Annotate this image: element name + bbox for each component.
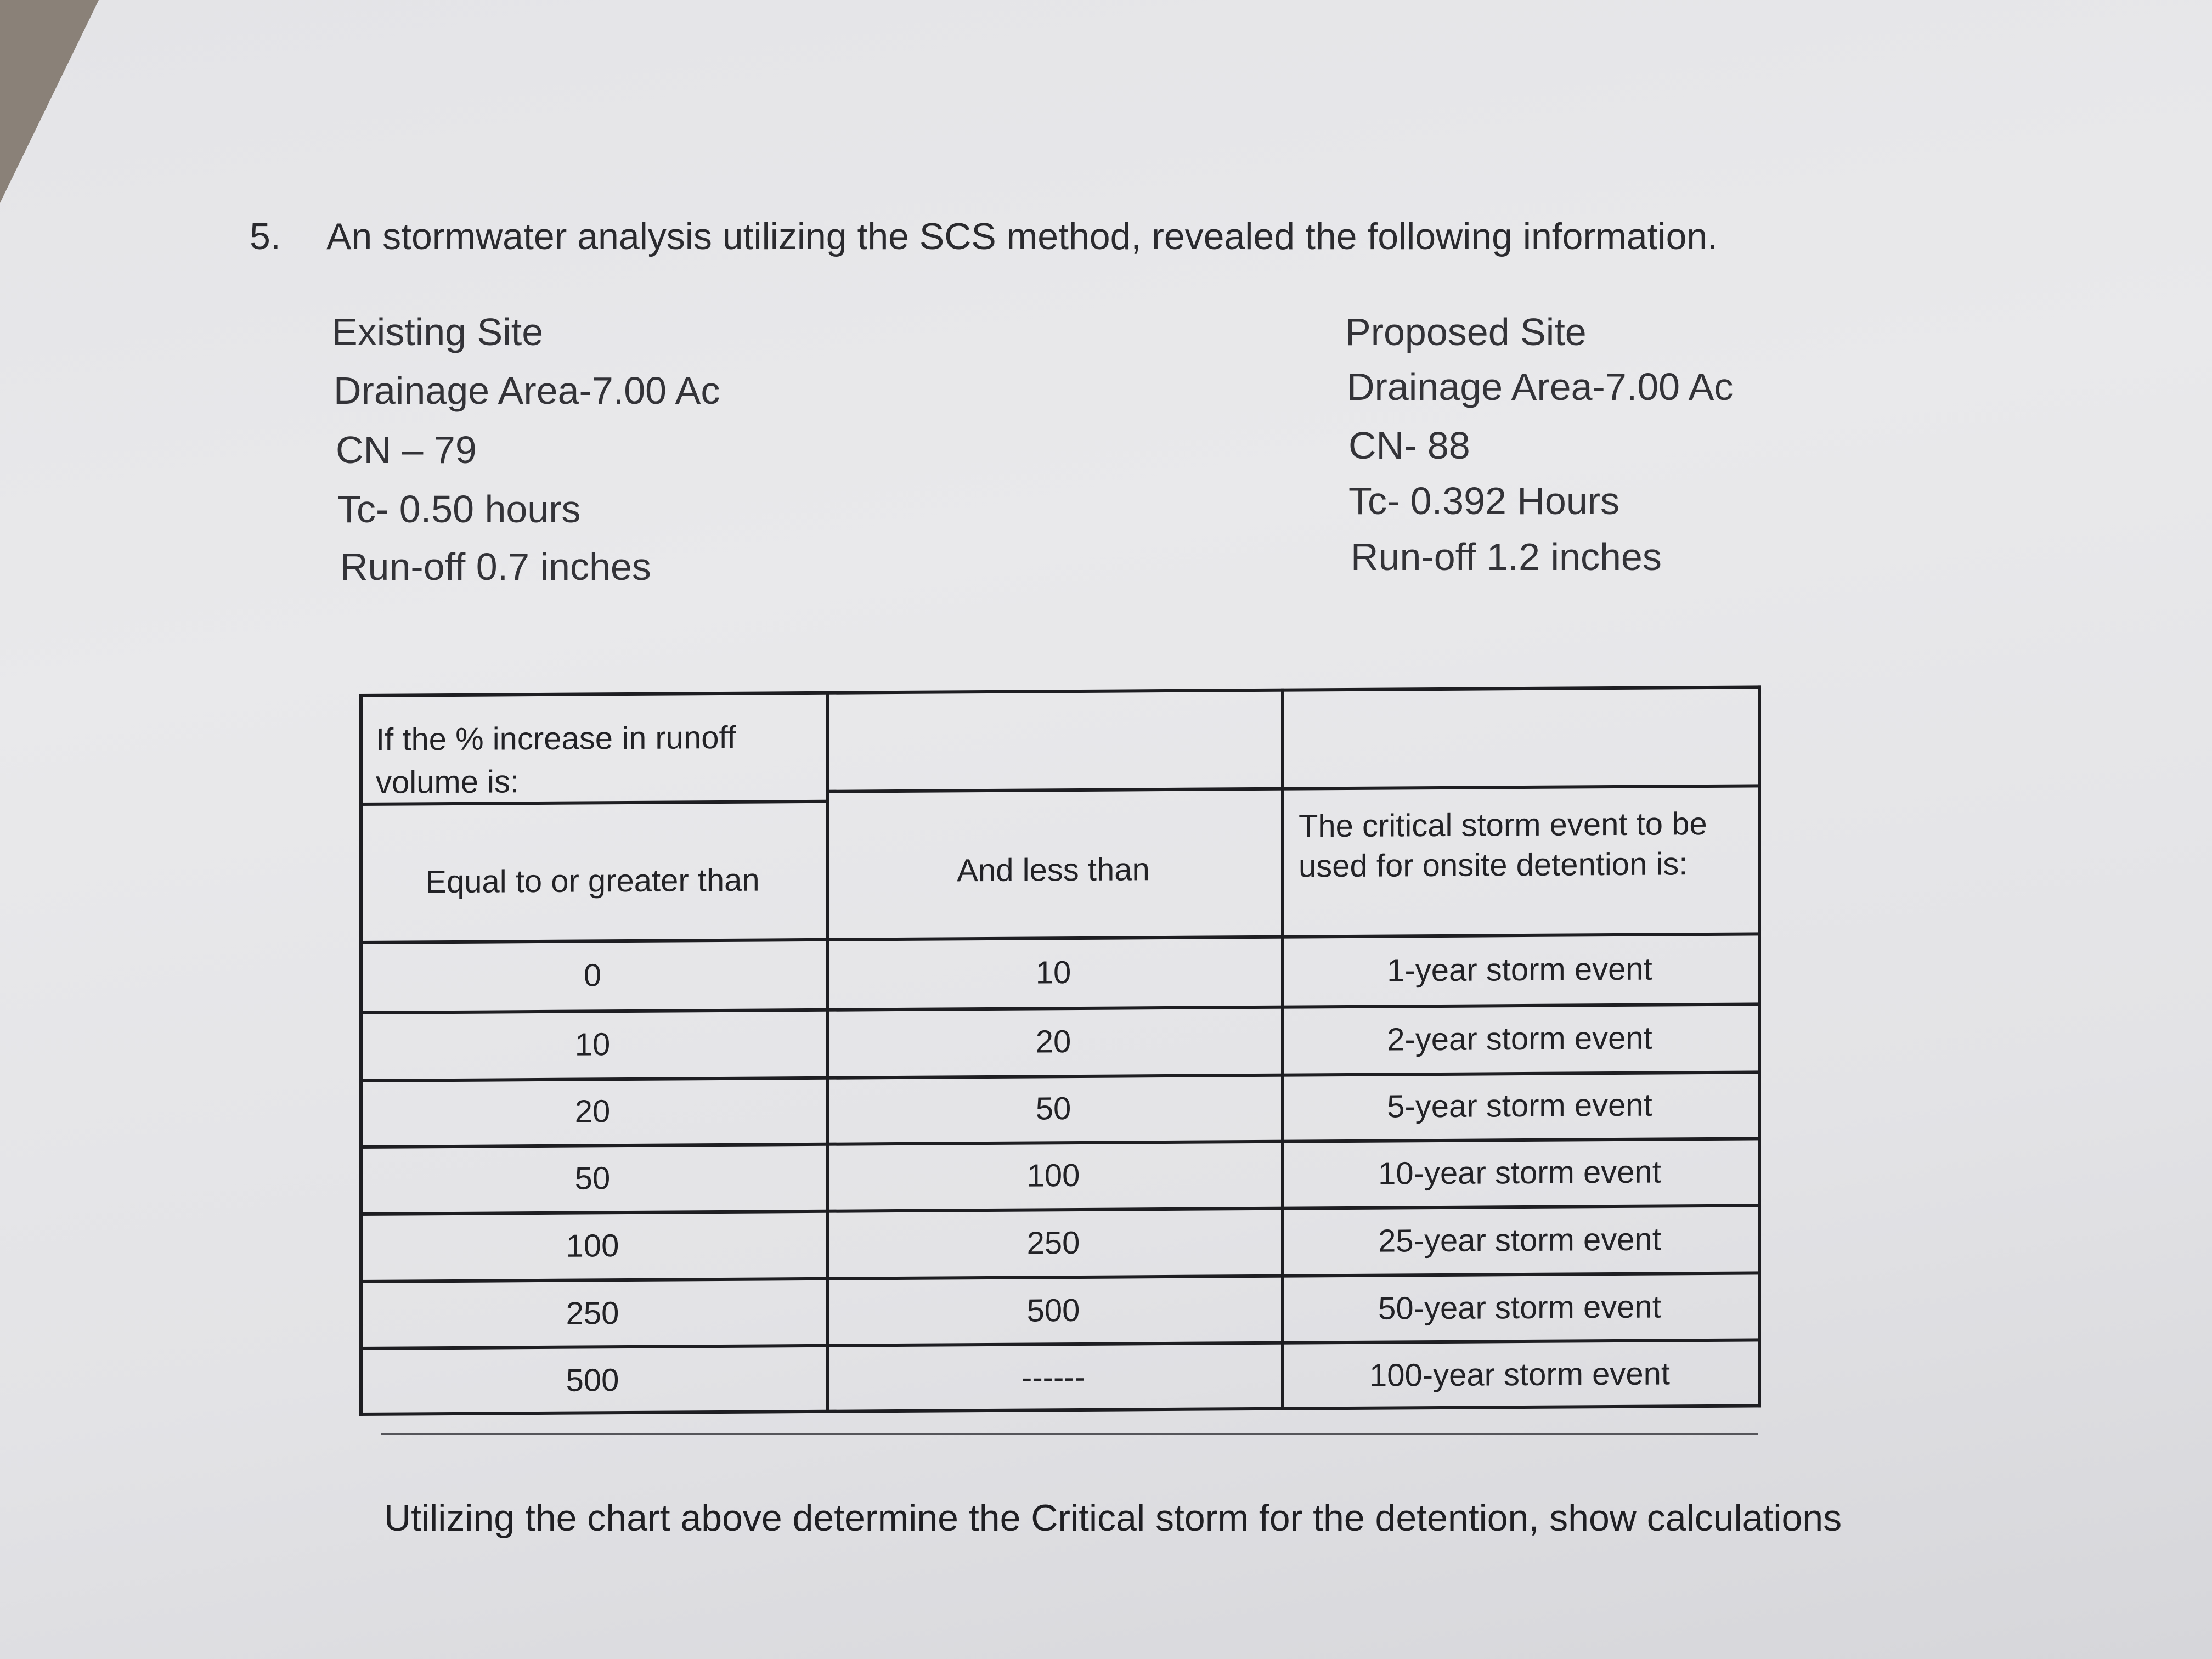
cell-max: 50 [1035, 1091, 1071, 1127]
storm-event-table [359, 674, 1761, 1415]
cell-min: 50 [574, 1160, 611, 1197]
cell-max: 100 [1026, 1157, 1080, 1194]
existing-tc: Tc- 0.50 hours [337, 488, 581, 531]
existing-site-title: Existing Site [332, 311, 544, 353]
cell-max: 500 [1026, 1292, 1080, 1329]
cell-min: 500 [566, 1362, 619, 1398]
cell-max: 250 [1026, 1224, 1080, 1261]
cell-storm: 2-year storm event [1387, 1020, 1652, 1058]
cell-max: 10 [1035, 955, 1071, 991]
cell-min: 100 [566, 1228, 619, 1264]
proposed-cn: CN- 88 [1348, 424, 1470, 467]
cell-min: 250 [566, 1295, 619, 1331]
cell-max: 20 [1035, 1024, 1071, 1060]
cell-storm: 1-year storm event [1387, 951, 1652, 989]
proposed-site-title: Proposed Site [1345, 311, 1587, 353]
proposed-tc: Tc- 0.392 Hours [1348, 479, 1620, 522]
instruction-text: Utilizing the chart above determine the Critical storm for the detention, show calculations [384, 1497, 1842, 1539]
cell-storm: 50-year storm event [1378, 1289, 1661, 1327]
cell-min: 20 [574, 1093, 611, 1130]
cell-storm: 100-year storm event [1369, 1356, 1671, 1393]
header-critical-storm: The critical storm event to be used for onsite detention is: [1299, 805, 1707, 884]
cell-min: 10 [574, 1026, 611, 1063]
existing-drainage-area: Drainage Area-7.00 Ac [334, 369, 720, 412]
cell-max: ------ [1022, 1359, 1085, 1396]
proposed-runoff: Run-off 1.2 inches [1351, 535, 1662, 578]
header-greater-than: Equal to or greater than [425, 862, 760, 900]
cell-storm: 10-year storm event [1378, 1154, 1661, 1192]
cell-storm: 5-year storm event [1387, 1087, 1652, 1125]
existing-cn: CN – 79 [336, 428, 477, 471]
existing-runoff: Run-off 0.7 inches [340, 545, 651, 588]
question-number: 5. [250, 216, 281, 257]
proposed-drainage-area: Drainage Area-7.00 Ac [1347, 365, 1734, 408]
cell-min: 0 [583, 957, 602, 994]
table-underline [381, 1433, 1758, 1435]
table-title: If the % increase in runoff volume is: [376, 719, 736, 800]
question-text: An stormwater analysis utilizing the SCS method, revealed the following information. [326, 216, 1718, 257]
header-less-than: And less than [957, 851, 1150, 889]
cell-storm: 25-year storm event [1378, 1221, 1661, 1259]
